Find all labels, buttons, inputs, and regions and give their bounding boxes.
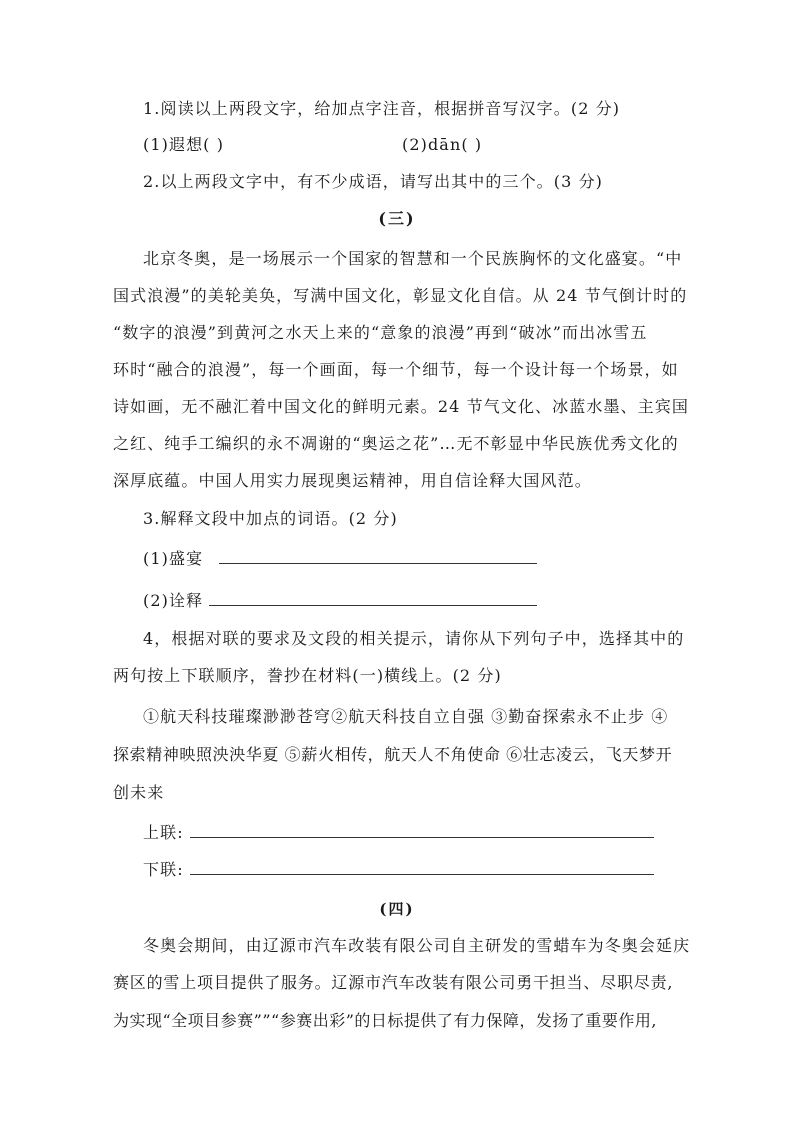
section-3-paragraph-line: 之红、纯手工编织的永不凋谢的“奥运之花”…无不彰显中华民族优秀文化的: [113, 434, 679, 453]
answer-line-1[interactable]: [219, 549, 537, 564]
option-line: 创未来: [113, 783, 165, 802]
question-3: 3.解释文段中加点的词语。(2 分): [143, 509, 398, 528]
question-3-item-1: [143, 548, 537, 570]
question-1-item-1: (1)遐想( ): [143, 135, 225, 154]
section-3-paragraph-line: 国式浪漫”的美轮美奂，写满中国文化，彰显文化自信。从 24 节气倒计时的: [113, 286, 688, 305]
section-4-paragraph-line: 赛区的雪上项目提供了服务。辽源市汽车改装有限公司勇干担当、尽职尽责,: [113, 973, 674, 992]
option-line: 探索精神映照泱泱华夏 ⑤薪火相传，航天人不角使命 ⑥壮志凌云，飞天梦开: [113, 745, 673, 764]
section-4-paragraph-line: 冬奥会期间，由辽源市汽车改装有限公司自主研发的雪蜡车为冬奥会延庆: [143, 936, 691, 955]
answer-line-2[interactable]: [209, 591, 537, 606]
section-3-paragraph-line: “数字的浪漫”到黄河之水天上来的“意象的浪漫”再到“破冰”而出冰雪五: [113, 323, 648, 342]
question-3-item-1-label: (1)盛宴: [143, 549, 204, 568]
question-2: 2.以上两段文字中，有不少成语，请写出其中的三个。(3 分): [143, 172, 604, 191]
question-1: 1.阅读以上两段文字，给加点字注音，根据拼音写汉字。(2 分): [143, 99, 621, 118]
section-4-paragraph-line: 为实现“全项目参赛””“参赛出彩”的日标提供了有力保障，发扬了重要作用,: [113, 1011, 657, 1030]
upper-couplet-label: 上联:: [143, 823, 184, 842]
question-1-item-2: (2)dān( ): [402, 135, 483, 154]
lower-couplet-label: 下联:: [143, 860, 184, 879]
upper-couplet-answer-line[interactable]: [190, 823, 654, 838]
section-3-paragraph-line: 诗如画，无不融汇着中国文化的鲜明元素。24 节气文化、冰蓝水墨、主宾国: [113, 397, 689, 416]
lower-couplet-answer-line[interactable]: [190, 860, 654, 875]
lower-couplet-field: [143, 859, 654, 881]
section-4-heading: (四): [379, 900, 415, 918]
question-4-line: 两句按上下联顺序，誊抄在材料(一)横线上。(2 分): [113, 666, 502, 685]
option-line: ①航天科技璀璨渺渺苍穹②航天科技自立自强 ③勤奋探索永不止步 ④: [143, 707, 669, 726]
question-3-item-2: [143, 590, 537, 612]
section-3-paragraph-line: 深厚底蕴。中国人用实力展现奥运精神，用自信诠释大国风范。: [113, 471, 592, 490]
question-3-item-2-label: (2)诠释: [143, 591, 204, 610]
section-3-heading: (三): [378, 209, 416, 228]
section-3-paragraph-line: 北京冬奥，是一场展示一个国家的智慧和一个民族胸怀的文化盛宴。“中: [143, 249, 683, 268]
section-3-paragraph-line: 环时“融合的浪漫”，每一个画面，每一个细节，每一个设计每一个场景，如: [113, 360, 679, 379]
question-4-line: 4，根据对联的要求及文段的相关提示，请你从下列句子中，选择其中的: [143, 629, 685, 648]
upper-couplet-field: [143, 822, 654, 844]
